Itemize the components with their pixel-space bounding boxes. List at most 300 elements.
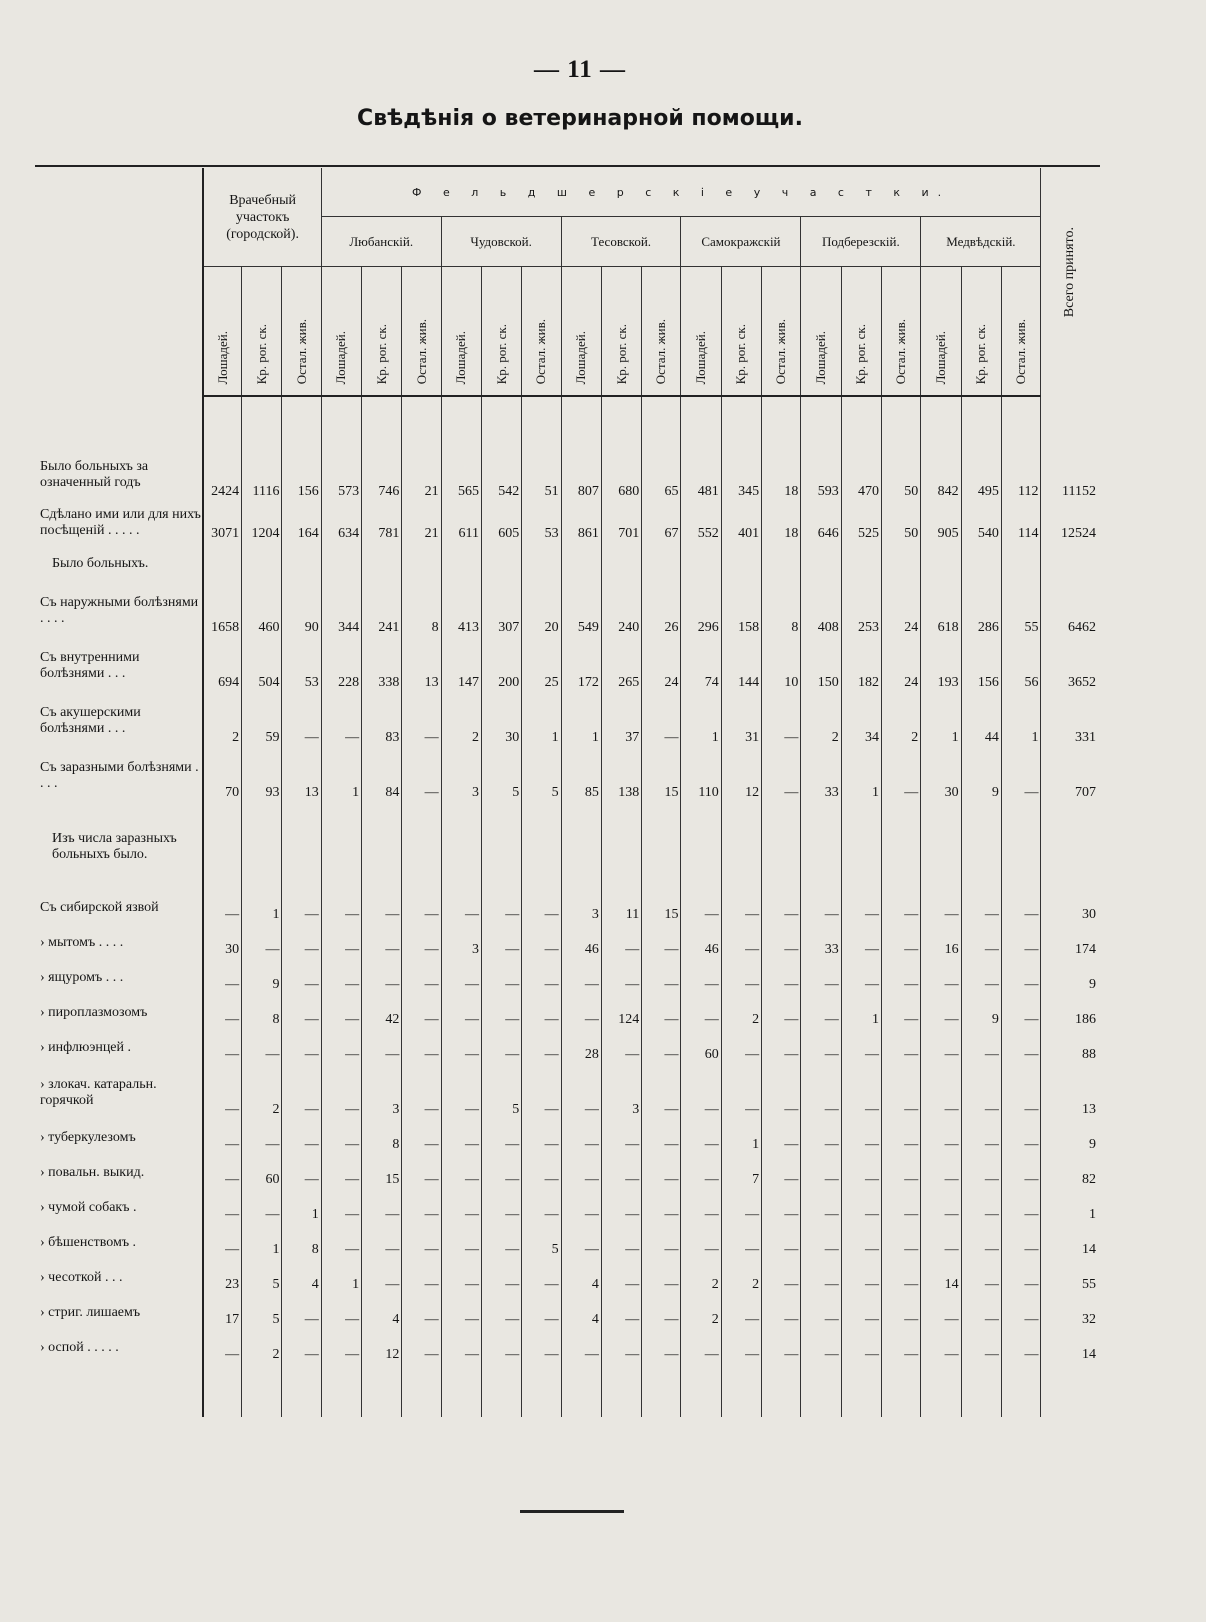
value-cell: 14 bbox=[1041, 1225, 1098, 1260]
value-cell: — bbox=[561, 960, 601, 995]
value-cell: — bbox=[601, 960, 641, 995]
value-cell: — bbox=[522, 960, 561, 995]
value-cell: 4 bbox=[561, 1295, 601, 1330]
value-cell: — bbox=[282, 1330, 321, 1365]
value-cell: — bbox=[1001, 925, 1041, 960]
value-cell: — bbox=[601, 1330, 641, 1365]
row-label: Было больныхъ за означенный годъ bbox=[38, 447, 203, 502]
value-cell: 3 bbox=[441, 748, 481, 803]
value-cell: 2 bbox=[681, 1295, 721, 1330]
value-cell: — bbox=[522, 925, 561, 960]
value-cell: — bbox=[441, 960, 481, 995]
value-cell: — bbox=[282, 1295, 321, 1330]
value-cell: — bbox=[801, 890, 841, 925]
value-cell bbox=[1041, 803, 1098, 890]
spacer-row bbox=[38, 1365, 1098, 1417]
value-cell bbox=[242, 803, 282, 890]
value-cell: — bbox=[1001, 995, 1041, 1030]
value-cell: 2424 bbox=[203, 447, 241, 502]
value-cell: 182 bbox=[841, 638, 881, 693]
value-cell: — bbox=[481, 1295, 521, 1330]
value-cell: — bbox=[841, 1190, 881, 1225]
value-cell: 228 bbox=[321, 638, 361, 693]
value-cell: — bbox=[921, 1295, 961, 1330]
value-cell: — bbox=[601, 1155, 641, 1190]
value-cell: — bbox=[882, 1065, 921, 1120]
value-cell: 11 bbox=[601, 890, 641, 925]
value-cell: 93 bbox=[242, 748, 282, 803]
value-cell: — bbox=[481, 995, 521, 1030]
value-cell: 9 bbox=[961, 748, 1001, 803]
value-cell: 1 bbox=[242, 890, 282, 925]
value-cell: 65 bbox=[642, 447, 681, 502]
value-cell: — bbox=[522, 1190, 561, 1225]
value-cell bbox=[441, 803, 481, 890]
value-cell: 605 bbox=[481, 502, 521, 544]
value-cell: 2 bbox=[721, 1260, 761, 1295]
value-cell: 15 bbox=[642, 890, 681, 925]
value-cell: 5 bbox=[522, 1225, 561, 1260]
value-cell: 85 bbox=[561, 748, 601, 803]
value-cell bbox=[961, 544, 1001, 583]
value-cell: — bbox=[801, 1155, 841, 1190]
subheader-label: Кр. рог. ск. bbox=[373, 323, 389, 384]
row-label: › оспой . . . . . bbox=[38, 1330, 203, 1365]
value-cell bbox=[921, 803, 961, 890]
value-cell: — bbox=[441, 1120, 481, 1155]
value-cell: 694 bbox=[203, 638, 241, 693]
value-cell: — bbox=[402, 1225, 441, 1260]
value-cell: — bbox=[882, 1330, 921, 1365]
value-cell: 21 bbox=[402, 502, 441, 544]
value-cell: — bbox=[522, 890, 561, 925]
value-cell: — bbox=[801, 1030, 841, 1065]
value-cell bbox=[882, 803, 921, 890]
value-cell: — bbox=[402, 995, 441, 1030]
value-cell: — bbox=[841, 1295, 881, 1330]
value-cell: 646 bbox=[801, 502, 841, 544]
row-label: Было больныхъ. bbox=[38, 544, 203, 583]
value-cell: 4 bbox=[362, 1295, 402, 1330]
value-cell: 1204 bbox=[242, 502, 282, 544]
value-cell: — bbox=[762, 1155, 801, 1190]
value-cell bbox=[481, 544, 521, 583]
value-cell: 9 bbox=[1041, 960, 1098, 995]
value-cell: — bbox=[362, 1260, 402, 1295]
subheader-cell bbox=[882, 267, 921, 397]
value-cell: — bbox=[921, 1330, 961, 1365]
value-cell: 8 bbox=[762, 583, 801, 638]
top-rule bbox=[35, 165, 1100, 167]
subheader-cell bbox=[481, 267, 521, 397]
value-cell: 144 bbox=[721, 638, 761, 693]
value-cell: — bbox=[282, 925, 321, 960]
value-cell: 174 bbox=[1041, 925, 1098, 960]
value-cell: — bbox=[203, 1120, 241, 1155]
value-cell: — bbox=[642, 1330, 681, 1365]
value-cell: — bbox=[522, 1030, 561, 1065]
row-label: Изъ числа заразныхъ больныхъ было. bbox=[38, 803, 203, 890]
value-cell: — bbox=[721, 1065, 761, 1120]
value-cell: — bbox=[882, 925, 921, 960]
table-row bbox=[38, 1065, 1098, 1120]
value-cell: 46 bbox=[561, 925, 601, 960]
value-cell: — bbox=[321, 1190, 361, 1225]
value-cell: 51 bbox=[522, 447, 561, 502]
veterinary-table bbox=[38, 168, 1098, 1417]
value-cell: 88 bbox=[1041, 1030, 1098, 1065]
value-cell: — bbox=[402, 693, 441, 748]
value-cell bbox=[601, 803, 641, 890]
value-cell bbox=[321, 803, 361, 890]
value-cell: — bbox=[402, 1330, 441, 1365]
value-cell: — bbox=[402, 1260, 441, 1295]
value-cell: 3 bbox=[441, 925, 481, 960]
value-cell: — bbox=[203, 960, 241, 995]
value-cell: — bbox=[681, 1330, 721, 1365]
subheader-label: Остал. жив. bbox=[1013, 318, 1029, 384]
value-cell: — bbox=[841, 1120, 881, 1155]
subheader-cell bbox=[282, 267, 321, 397]
value-cell: 55 bbox=[1041, 1260, 1098, 1295]
value-cell: — bbox=[481, 1155, 521, 1190]
value-cell: — bbox=[1001, 1155, 1041, 1190]
table-row bbox=[38, 544, 1098, 583]
value-cell: 1 bbox=[321, 1260, 361, 1295]
value-cell: — bbox=[561, 1120, 601, 1155]
uchastok-header: Медвѣдскій. bbox=[921, 217, 1041, 267]
subheader-cell bbox=[402, 267, 441, 397]
value-cell: 5 bbox=[481, 748, 521, 803]
value-cell: — bbox=[441, 890, 481, 925]
value-cell: 138 bbox=[601, 748, 641, 803]
value-cell: — bbox=[601, 1260, 641, 1295]
value-cell: 15 bbox=[362, 1155, 402, 1190]
subheader-label: Кр. рог. ск. bbox=[253, 323, 269, 384]
value-cell: — bbox=[681, 1190, 721, 1225]
value-cell: 2 bbox=[681, 1260, 721, 1295]
value-cell: — bbox=[961, 1120, 1001, 1155]
value-cell: — bbox=[841, 960, 881, 995]
value-cell: — bbox=[841, 925, 881, 960]
value-cell bbox=[681, 803, 721, 890]
value-cell: 5 bbox=[522, 748, 561, 803]
value-cell: — bbox=[721, 1295, 761, 1330]
value-cell: — bbox=[441, 1260, 481, 1295]
value-cell: — bbox=[362, 1030, 402, 1065]
table-row bbox=[38, 1155, 1098, 1190]
value-cell: 338 bbox=[362, 638, 402, 693]
subheader-label: Лошадей. bbox=[813, 330, 829, 384]
value-cell: 31 bbox=[721, 693, 761, 748]
value-cell: 707 bbox=[1041, 748, 1098, 803]
value-cell: — bbox=[762, 890, 801, 925]
value-cell: — bbox=[721, 1330, 761, 1365]
table-row bbox=[38, 1030, 1098, 1065]
value-cell: 241 bbox=[362, 583, 402, 638]
value-cell: — bbox=[681, 960, 721, 995]
value-cell: — bbox=[561, 1155, 601, 1190]
value-cell: 42 bbox=[362, 995, 402, 1030]
subheader-label: Кр. рог. ск. bbox=[973, 323, 989, 384]
value-cell: — bbox=[961, 960, 1001, 995]
value-cell: 30 bbox=[481, 693, 521, 748]
value-cell: — bbox=[1001, 1030, 1041, 1065]
row-label: Съ сибирской язвой bbox=[38, 890, 203, 925]
value-cell: — bbox=[721, 1190, 761, 1225]
value-cell: 156 bbox=[961, 638, 1001, 693]
subheader-label: Остал. жив. bbox=[773, 318, 789, 384]
value-cell: — bbox=[402, 1295, 441, 1330]
value-cell: — bbox=[681, 890, 721, 925]
value-cell: 1116 bbox=[242, 447, 282, 502]
bottom-rule bbox=[520, 1510, 624, 1513]
value-cell: — bbox=[762, 1225, 801, 1260]
value-cell: 53 bbox=[522, 502, 561, 544]
value-cell: — bbox=[522, 1295, 561, 1330]
value-cell bbox=[801, 544, 841, 583]
value-cell: — bbox=[762, 1120, 801, 1155]
value-cell: 13 bbox=[1041, 1065, 1098, 1120]
row-label: › злокач. катаральн. горячкой bbox=[38, 1065, 203, 1120]
value-cell: 46 bbox=[681, 925, 721, 960]
row-label: Сдѣлано ими или для нихъ посѣщеній . . . . . bbox=[38, 502, 203, 544]
value-cell: 1 bbox=[841, 995, 881, 1030]
value-cell: — bbox=[203, 1225, 241, 1260]
value-cell: — bbox=[242, 1120, 282, 1155]
subheader-label: Кр. рог. ск. bbox=[613, 323, 629, 384]
value-cell: 12 bbox=[721, 748, 761, 803]
value-cell: 5 bbox=[481, 1065, 521, 1120]
value-cell: 413 bbox=[441, 583, 481, 638]
table-row bbox=[38, 638, 1098, 693]
value-cell: 552 bbox=[681, 502, 721, 544]
table-row bbox=[38, 995, 1098, 1030]
value-cell: 807 bbox=[561, 447, 601, 502]
value-cell: 50 bbox=[882, 502, 921, 544]
value-cell: — bbox=[402, 748, 441, 803]
value-cell: 23 bbox=[203, 1260, 241, 1295]
value-cell bbox=[961, 803, 1001, 890]
value-cell: — bbox=[921, 1030, 961, 1065]
table-row bbox=[38, 803, 1098, 890]
uchastok-header: Тесовской. bbox=[561, 217, 681, 267]
value-cell: 14 bbox=[1041, 1330, 1098, 1365]
table-row bbox=[38, 1190, 1098, 1225]
value-cell: — bbox=[481, 1030, 521, 1065]
value-cell: 4 bbox=[282, 1260, 321, 1295]
value-cell: — bbox=[882, 960, 921, 995]
value-cell: 12524 bbox=[1041, 502, 1098, 544]
value-cell: — bbox=[441, 1030, 481, 1065]
value-cell bbox=[841, 544, 881, 583]
value-cell: — bbox=[762, 960, 801, 995]
value-cell: — bbox=[321, 1155, 361, 1190]
value-cell: 53 bbox=[282, 638, 321, 693]
value-cell: — bbox=[282, 1120, 321, 1155]
feldsher-header: Ф е л ь д ш е р с к і е у ч а с т к и. bbox=[321, 168, 1041, 217]
value-cell bbox=[762, 544, 801, 583]
value-cell: 8 bbox=[362, 1120, 402, 1155]
subheader-cell bbox=[601, 267, 641, 397]
value-cell: 60 bbox=[242, 1155, 282, 1190]
value-cell: — bbox=[321, 1295, 361, 1330]
value-cell bbox=[1041, 544, 1098, 583]
value-cell: 401 bbox=[721, 502, 761, 544]
value-cell: 30 bbox=[203, 925, 241, 960]
value-cell: 618 bbox=[921, 583, 961, 638]
value-cell: 67 bbox=[642, 502, 681, 544]
value-cell bbox=[481, 803, 521, 890]
value-cell: 26 bbox=[642, 583, 681, 638]
value-cell: — bbox=[203, 1330, 241, 1365]
value-cell: 16 bbox=[921, 925, 961, 960]
value-cell: — bbox=[642, 925, 681, 960]
value-cell: 701 bbox=[601, 502, 641, 544]
value-cell: — bbox=[321, 995, 361, 1030]
value-cell: — bbox=[522, 1330, 561, 1365]
value-cell bbox=[282, 544, 321, 583]
value-cell: 33 bbox=[801, 748, 841, 803]
value-cell: 634 bbox=[321, 502, 361, 544]
table-row bbox=[38, 447, 1098, 502]
value-cell: 1 bbox=[242, 1225, 282, 1260]
value-cell: 3 bbox=[362, 1065, 402, 1120]
subheader-label: Остал. жив. bbox=[893, 318, 909, 384]
value-cell: 265 bbox=[601, 638, 641, 693]
value-cell bbox=[362, 544, 402, 583]
value-cell: — bbox=[522, 1155, 561, 1190]
value-cell: — bbox=[282, 960, 321, 995]
value-cell: 1 bbox=[1041, 1190, 1098, 1225]
subheader-cell bbox=[721, 267, 761, 397]
value-cell: — bbox=[801, 1120, 841, 1155]
value-cell: — bbox=[321, 1030, 361, 1065]
value-cell: 34 bbox=[841, 693, 881, 748]
value-cell: — bbox=[721, 1225, 761, 1260]
value-cell: 504 bbox=[242, 638, 282, 693]
subheader-cell bbox=[681, 267, 721, 397]
value-cell bbox=[203, 803, 241, 890]
value-cell: — bbox=[961, 1190, 1001, 1225]
table-row bbox=[38, 925, 1098, 960]
value-cell: — bbox=[561, 995, 601, 1030]
table-row bbox=[38, 583, 1098, 638]
value-cell bbox=[1001, 544, 1041, 583]
subheader-label: Лошадей. bbox=[214, 330, 230, 384]
value-cell: — bbox=[441, 1330, 481, 1365]
value-cell: 200 bbox=[481, 638, 521, 693]
value-cell: — bbox=[362, 925, 402, 960]
table-row bbox=[38, 502, 1098, 544]
value-cell: 25 bbox=[522, 638, 561, 693]
value-cell: — bbox=[242, 1190, 282, 1225]
value-cell: 6462 bbox=[1041, 583, 1098, 638]
subheader-label: Остал. жив. bbox=[533, 318, 549, 384]
value-cell: — bbox=[321, 1225, 361, 1260]
value-cell: — bbox=[481, 1260, 521, 1295]
row-label: Съ внутренними болѣзнями . . . bbox=[38, 638, 203, 693]
value-cell: — bbox=[522, 1120, 561, 1155]
value-cell: — bbox=[1001, 1225, 1041, 1260]
value-cell bbox=[841, 803, 881, 890]
value-cell: — bbox=[721, 890, 761, 925]
value-cell: 3 bbox=[561, 890, 601, 925]
table-row bbox=[38, 693, 1098, 748]
subheader-cell bbox=[203, 267, 241, 397]
subheader-cell bbox=[321, 267, 361, 397]
value-cell: 32 bbox=[1041, 1295, 1098, 1330]
value-cell: — bbox=[282, 693, 321, 748]
value-cell: — bbox=[321, 1120, 361, 1155]
value-cell: — bbox=[762, 1295, 801, 1330]
value-cell: — bbox=[522, 995, 561, 1030]
value-cell: — bbox=[441, 1065, 481, 1120]
value-cell: — bbox=[362, 960, 402, 995]
value-cell: 9 bbox=[961, 995, 1001, 1030]
value-cell: — bbox=[762, 1065, 801, 1120]
value-cell: — bbox=[882, 1190, 921, 1225]
value-cell: 307 bbox=[481, 583, 521, 638]
value-cell: 495 bbox=[961, 447, 1001, 502]
value-cell: — bbox=[841, 890, 881, 925]
table-row bbox=[38, 1225, 1098, 1260]
value-cell: 44 bbox=[961, 693, 1001, 748]
value-cell: — bbox=[762, 1330, 801, 1365]
value-cell: — bbox=[1001, 960, 1041, 995]
value-cell: 20 bbox=[522, 583, 561, 638]
value-cell: — bbox=[801, 960, 841, 995]
value-cell: — bbox=[321, 1065, 361, 1120]
value-cell bbox=[721, 544, 761, 583]
value-cell bbox=[362, 803, 402, 890]
value-cell: — bbox=[481, 1190, 521, 1225]
value-cell bbox=[801, 803, 841, 890]
value-cell: 5 bbox=[242, 1295, 282, 1330]
row-label: Съ заразными болѣзнями . . . . bbox=[38, 748, 203, 803]
value-cell: — bbox=[961, 1260, 1001, 1295]
value-cell: — bbox=[282, 1030, 321, 1065]
row-label: Съ акушерскими болѣзнями . . . bbox=[38, 693, 203, 748]
subheader-label: Кр. рог. ск. bbox=[733, 323, 749, 384]
subheader-label: Остал. жив. bbox=[413, 318, 429, 384]
value-cell: — bbox=[1001, 1190, 1041, 1225]
value-cell: 3652 bbox=[1041, 638, 1098, 693]
value-cell: — bbox=[601, 1190, 641, 1225]
value-cell: — bbox=[921, 1120, 961, 1155]
uchastok-header: Любанскій. bbox=[321, 217, 441, 267]
value-cell: — bbox=[882, 748, 921, 803]
value-cell bbox=[522, 544, 561, 583]
value-cell: 8 bbox=[402, 583, 441, 638]
value-cell: — bbox=[203, 1155, 241, 1190]
value-cell: 8 bbox=[242, 995, 282, 1030]
value-cell: — bbox=[921, 960, 961, 995]
row-label: › стриг. лишаемъ bbox=[38, 1295, 203, 1330]
value-cell bbox=[561, 803, 601, 890]
value-cell: — bbox=[762, 1260, 801, 1295]
subheader-label: Лошадей. bbox=[453, 330, 469, 384]
value-cell: 33 bbox=[801, 925, 841, 960]
value-cell: 286 bbox=[961, 583, 1001, 638]
value-cell: 56 bbox=[1001, 638, 1041, 693]
value-cell: — bbox=[841, 1155, 881, 1190]
value-cell: 408 bbox=[801, 583, 841, 638]
value-cell: 470 bbox=[841, 447, 881, 502]
value-cell: 746 bbox=[362, 447, 402, 502]
value-cell: 611 bbox=[441, 502, 481, 544]
value-cell: — bbox=[1001, 1065, 1041, 1120]
